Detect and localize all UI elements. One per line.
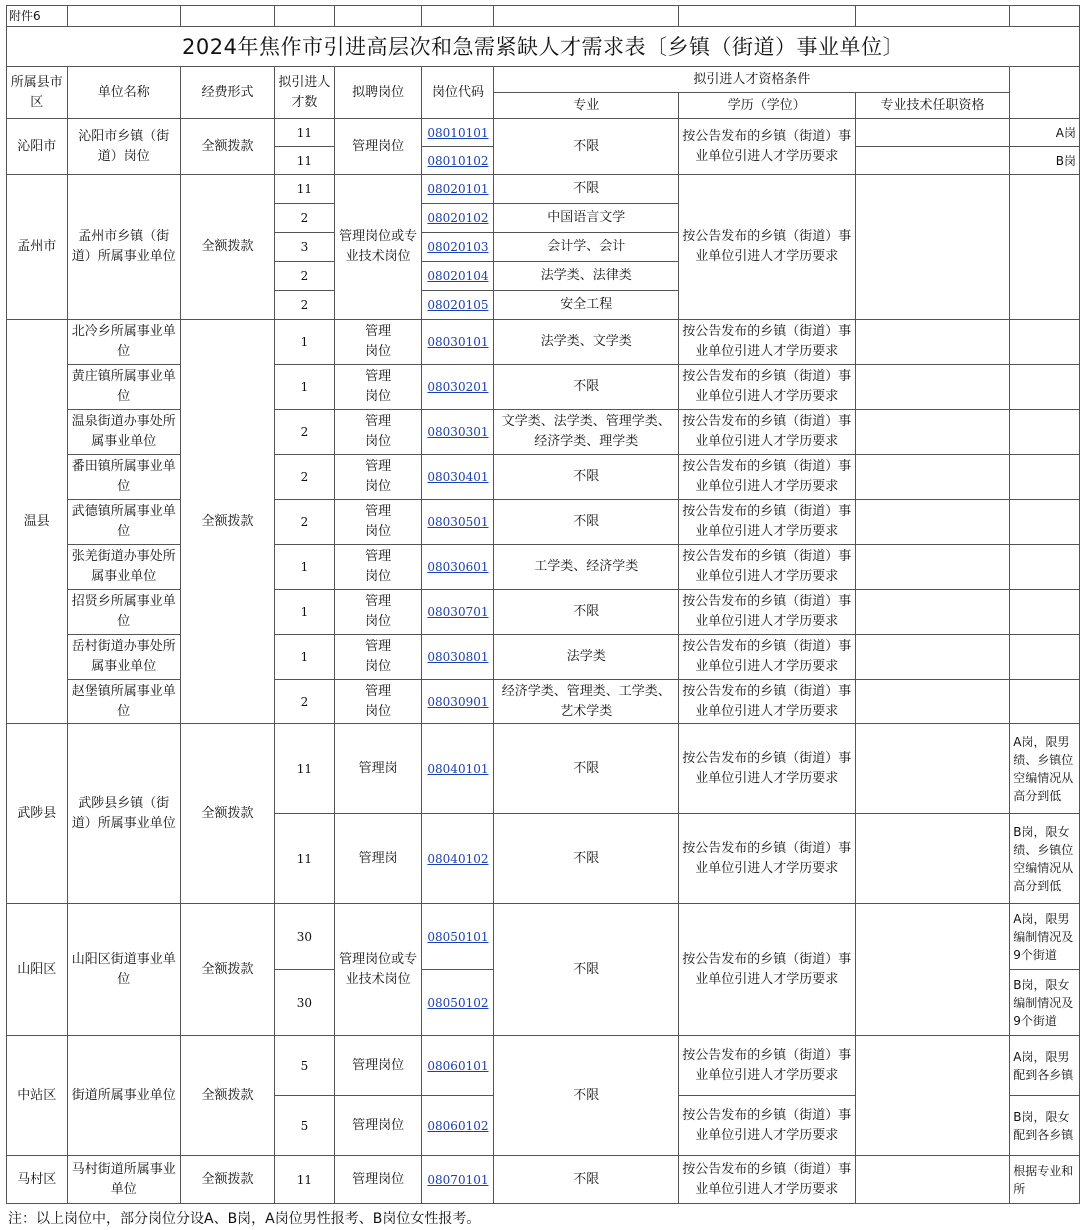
table-row — [7, 1036, 1080, 1096]
unit-cell: 山阳区街道事业单位 — [67, 904, 180, 1036]
funding-cell: 全额拨款 — [180, 119, 274, 175]
code-cell — [422, 545, 494, 590]
count-cell: 11 — [275, 724, 335, 814]
count-cell: 2 — [275, 455, 335, 500]
education-cell: 按公告发布的乡镇（街道）事业单位引进人才学历要求 — [678, 814, 855, 904]
unit-cell: 武陟县乡镇（街道）所属事业单位 — [67, 724, 180, 904]
funding-cell: 全额拨款 — [180, 175, 274, 320]
note-cell: A岗 — [1010, 119, 1080, 147]
count-cell: 1 — [275, 635, 335, 680]
funding-cell: 全额拨款 — [180, 320, 274, 724]
count-cell: 2 — [275, 680, 335, 724]
code-cell — [422, 500, 494, 545]
position-code-link[interactable]: 08060101 — [427, 1058, 489, 1073]
position-cell: 管理岗位 — [334, 1156, 422, 1204]
major-cell: 不限 — [494, 724, 679, 814]
education-cell: 按公告发布的乡镇（街道）事业单位引进人才学历要求 — [678, 320, 855, 365]
education-cell: 按公告发布的乡镇（街道）事业单位引进人才学历要求 — [678, 1156, 855, 1204]
position-code-link[interactable]: 08050102 — [427, 995, 489, 1010]
position-cell: 管理岗位 — [334, 500, 422, 545]
table-row — [7, 410, 1080, 455]
code-cell — [422, 590, 494, 635]
county-cell: 沁阳市 — [7, 119, 68, 175]
position-code-link[interactable]: 08030201 — [427, 380, 489, 394]
major-cell: 不限 — [494, 904, 679, 1036]
education-cell: 按公告发布的乡镇（街道）事业单位引进人才学历要求 — [678, 590, 855, 635]
major-cell: 法学类、文学类 — [494, 320, 679, 365]
code-cell — [422, 814, 494, 904]
header-education: 学历（学位） — [678, 93, 855, 119]
funding-cell: 全额拨款 — [180, 724, 274, 904]
education-cell: 按公告发布的乡镇（街道）事业单位引进人才学历要求 — [678, 119, 855, 175]
header-count: 拟引进人才数 — [275, 67, 335, 119]
major-cell: 文学类、法学类、管理学类、经济学类、理学类 — [494, 410, 679, 455]
position-code-link[interactable]: 08020102 — [427, 211, 489, 225]
header-county: 所属县市区 — [7, 67, 68, 119]
unit-cell: 番田镇所属事业单位 — [67, 455, 180, 500]
table-row — [7, 365, 1080, 410]
footnote: 注：以上岗位中，部分岗位分设A、B岗，A岗位男性报考、B岗位女性报考。 — [8, 1211, 481, 1227]
major-cell: 经济学类、管理类、工学类、艺术学类 — [494, 680, 679, 724]
position-code-link[interactable]: 08060102 — [427, 1118, 489, 1133]
position-cell: 管理岗位 — [334, 1096, 422, 1156]
unit-cell: 武德镇所属事业单位 — [67, 500, 180, 545]
header-position: 拟聘岗位 — [334, 67, 422, 119]
unit-cell: 北冷乡所属事业单位 — [67, 320, 180, 365]
table-row — [7, 175, 1080, 204]
education-cell: 按公告发布的乡镇（街道）事业单位引进人才学历要求 — [678, 1036, 855, 1096]
education-cell: 按公告发布的乡镇（街道）事业单位引进人才学历要求 — [678, 724, 855, 814]
county-cell: 山阳区 — [7, 904, 68, 1036]
major-cell: 中国语言文学 — [494, 204, 679, 233]
code-cell — [422, 175, 494, 204]
table-row — [7, 320, 1080, 365]
code-cell — [422, 365, 494, 410]
position-cell: 管理岗位 — [334, 590, 422, 635]
position-cell: 管理岗位或专业技术岗位 — [334, 175, 422, 320]
count-cell: 2 — [275, 410, 335, 455]
position-code-link[interactable]: 08030501 — [427, 515, 489, 529]
position-cell: 管理岗位 — [334, 1036, 422, 1096]
code-cell — [422, 204, 494, 233]
note-cell: B岗，限女绩、乡镇位空编情况从高分到低 — [1010, 814, 1080, 904]
position-code-link[interactable]: 08030801 — [427, 650, 489, 664]
header-title-requirement: 专业技术任职资格 — [855, 93, 1010, 119]
count-cell: 11 — [275, 814, 335, 904]
unit-cell: 赵堡镇所属事业单位 — [67, 680, 180, 724]
education-cell: 按公告发布的乡镇（街道）事业单位引进人才学历要求 — [678, 175, 855, 320]
code-cell — [422, 320, 494, 365]
county-cell: 马村区 — [7, 1156, 68, 1204]
count-cell: 30 — [275, 904, 335, 970]
education-cell: 按公告发布的乡镇（街道）事业单位引进人才学历要求 — [678, 455, 855, 500]
header-qualifications: 拟引进人才资格条件 — [494, 67, 1010, 93]
code-cell — [422, 635, 494, 680]
code-cell — [422, 455, 494, 500]
position-code-link[interactable]: 08030401 — [427, 470, 489, 484]
note-cell: A岗，限男绩、乡镇位空编情况从高分到低 — [1010, 724, 1080, 814]
position-code-link[interactable]: 08030901 — [427, 694, 489, 709]
unit-cell: 黄庄镇所属事业单位 — [67, 365, 180, 410]
position-code-link[interactable]: 08020103 — [427, 240, 489, 254]
count-cell: 5 — [275, 1036, 335, 1096]
code-cell — [422, 410, 494, 455]
header-unit-name: 单位名称 — [67, 67, 180, 119]
code-cell — [422, 1096, 494, 1156]
code-cell — [422, 724, 494, 814]
table-row — [7, 455, 1080, 500]
header-code: 岗位代码 — [422, 67, 494, 119]
code-cell — [422, 233, 494, 262]
position-code-link[interactable]: 08040102 — [427, 851, 489, 866]
code-cell — [422, 680, 494, 724]
table-row — [7, 904, 1080, 970]
position-code-link[interactable]: 08020101 — [427, 182, 489, 196]
position-code-link[interactable]: 08030601 — [427, 560, 489, 574]
count-cell: 2 — [275, 291, 335, 320]
table-row — [7, 680, 1080, 724]
position-cell: 管理岗位 — [334, 635, 422, 680]
unit-cell: 马村街道所属事业单位 — [67, 1156, 180, 1204]
major-cell: 不限 — [494, 1156, 679, 1204]
position-cell: 管理岗位 — [334, 455, 422, 500]
position-code-link[interactable]: 08020104 — [427, 269, 489, 283]
funding-cell: 全额拨款 — [180, 1156, 274, 1204]
education-cell: 按公告发布的乡镇（街道）事业单位引进人才学历要求 — [678, 365, 855, 410]
county-cell: 武陟县 — [7, 724, 68, 904]
count-cell: 30 — [275, 970, 335, 1036]
education-cell: 按公告发布的乡镇（街道）事业单位引进人才学历要求 — [678, 1096, 855, 1156]
header-major: 专业 — [494, 93, 679, 119]
position-code-link[interactable]: 08040101 — [427, 761, 489, 776]
position-cell: 管理岗 — [334, 814, 422, 904]
count-cell: 1 — [275, 365, 335, 410]
table-row — [7, 635, 1080, 680]
major-cell: 不限 — [494, 500, 679, 545]
position-code-link[interactable]: 08010102 — [427, 153, 489, 168]
table-row — [7, 590, 1080, 635]
code-cell — [422, 119, 494, 147]
position-code-link[interactable]: 08010101 — [427, 125, 489, 140]
funding-cell: 全额拨款 — [180, 1036, 274, 1156]
position-code-link[interactable]: 08030701 — [427, 605, 489, 619]
count-cell: 11 — [275, 175, 335, 204]
major-cell: 不限 — [494, 590, 679, 635]
count-cell: 2 — [275, 262, 335, 291]
code-cell — [422, 1036, 494, 1096]
code-cell — [422, 147, 494, 175]
code-cell — [422, 291, 494, 320]
education-cell: 按公告发布的乡镇（街道）事业单位引进人才学历要求 — [678, 680, 855, 724]
note-cell: A岗，限男配到各乡镇 — [1010, 1036, 1080, 1096]
count-cell: 11 — [275, 119, 335, 147]
unit-cell: 街道所属事业单位 — [67, 1036, 180, 1156]
count-cell: 1 — [275, 320, 335, 365]
count-cell: 1 — [275, 545, 335, 590]
table-row — [7, 724, 1080, 814]
count-cell: 2 — [275, 500, 335, 545]
position-cell: 管理岗位 — [334, 119, 422, 175]
county-cell: 孟州市 — [7, 175, 68, 320]
position-code-link[interactable]: 08030101 — [427, 335, 489, 349]
note-cell: B岗，限女配到各乡镇 — [1010, 1096, 1080, 1156]
table-row — [7, 1156, 1080, 1204]
code-cell — [422, 904, 494, 970]
count-cell: 5 — [275, 1096, 335, 1156]
funding-cell: 全额拨款 — [180, 904, 274, 1036]
unit-cell: 招贤乡所属事业单位 — [67, 590, 180, 635]
table-row — [7, 545, 1080, 590]
count-cell: 2 — [275, 204, 335, 233]
unit-cell: 岳村街道办事处所属事业单位 — [67, 635, 180, 680]
attachment-label: 附件6 — [7, 6, 68, 27]
position-cell: 管理岗位 — [334, 545, 422, 590]
major-cell: 不限 — [494, 1036, 679, 1156]
county-cell: 温县 — [7, 320, 68, 724]
count-cell: 11 — [275, 147, 335, 175]
position-cell: 管理岗位或专业技术岗位 — [334, 904, 422, 1036]
unit-cell: 沁阳市乡镇（街道）岗位 — [67, 119, 180, 175]
note-cell: 根据专业和所 — [1010, 1156, 1080, 1204]
position-cell: 管理岗位 — [334, 410, 422, 455]
major-cell: 法学类 — [494, 635, 679, 680]
position-code-link[interactable]: 08020105 — [427, 298, 489, 312]
position-code-link[interactable]: 08070101 — [427, 1172, 489, 1187]
education-cell: 按公告发布的乡镇（街道）事业单位引进人才学历要求 — [678, 500, 855, 545]
note-cell: A岗，限男编制情况及9个街道 — [1010, 904, 1080, 970]
code-cell — [422, 1156, 494, 1204]
table-row — [7, 500, 1080, 545]
major-cell: 不限 — [494, 119, 679, 175]
position-cell: 管理岗位 — [334, 320, 422, 365]
talent-demand-table — [6, 5, 1080, 1204]
count-cell: 1 — [275, 590, 335, 635]
county-cell: 中站区 — [7, 1036, 68, 1156]
position-code-link[interactable]: 08050101 — [427, 929, 489, 944]
page-title: 2024年焦作市引进高层次和急需紧缺人才需求表〔乡镇（街道）事业单位〕 — [7, 27, 1080, 67]
major-cell: 不限 — [494, 814, 679, 904]
code-cell — [422, 262, 494, 291]
note-cell: B岗，限女编制情况及9个街道 — [1010, 970, 1080, 1036]
major-cell: 工学类、经济学类 — [494, 545, 679, 590]
code-cell — [422, 970, 494, 1036]
education-cell: 按公告发布的乡镇（街道）事业单位引进人才学历要求 — [678, 410, 855, 455]
count-cell: 11 — [275, 1156, 335, 1204]
major-cell: 会计学、会计 — [494, 233, 679, 262]
header-funding: 经费形式 — [180, 67, 274, 119]
position-cell: 管理岗位 — [334, 365, 422, 410]
count-cell: 3 — [275, 233, 335, 262]
major-cell: 不限 — [494, 365, 679, 410]
education-cell: 按公告发布的乡镇（街道）事业单位引进人才学历要求 — [678, 904, 855, 1036]
table-row — [7, 119, 1080, 147]
position-code-link[interactable]: 08030301 — [427, 425, 489, 439]
unit-cell: 张羌街道办事处所属事业单位 — [67, 545, 180, 590]
major-cell: 法学类、法律类 — [494, 262, 679, 291]
major-cell: 安全工程 — [494, 291, 679, 320]
position-cell: 管理岗 — [334, 724, 422, 814]
major-cell: 不限 — [494, 175, 679, 204]
position-cell: 管理岗位 — [334, 680, 422, 724]
unit-cell: 孟州市乡镇（街道）所属事业单位 — [67, 175, 180, 320]
education-cell: 按公告发布的乡镇（街道）事业单位引进人才学历要求 — [678, 545, 855, 590]
major-cell: 不限 — [494, 455, 679, 500]
unit-cell: 温泉街道办事处所属事业单位 — [67, 410, 180, 455]
education-cell: 按公告发布的乡镇（街道）事业单位引进人才学历要求 — [678, 635, 855, 680]
note-cell: B岗 — [1010, 147, 1080, 175]
